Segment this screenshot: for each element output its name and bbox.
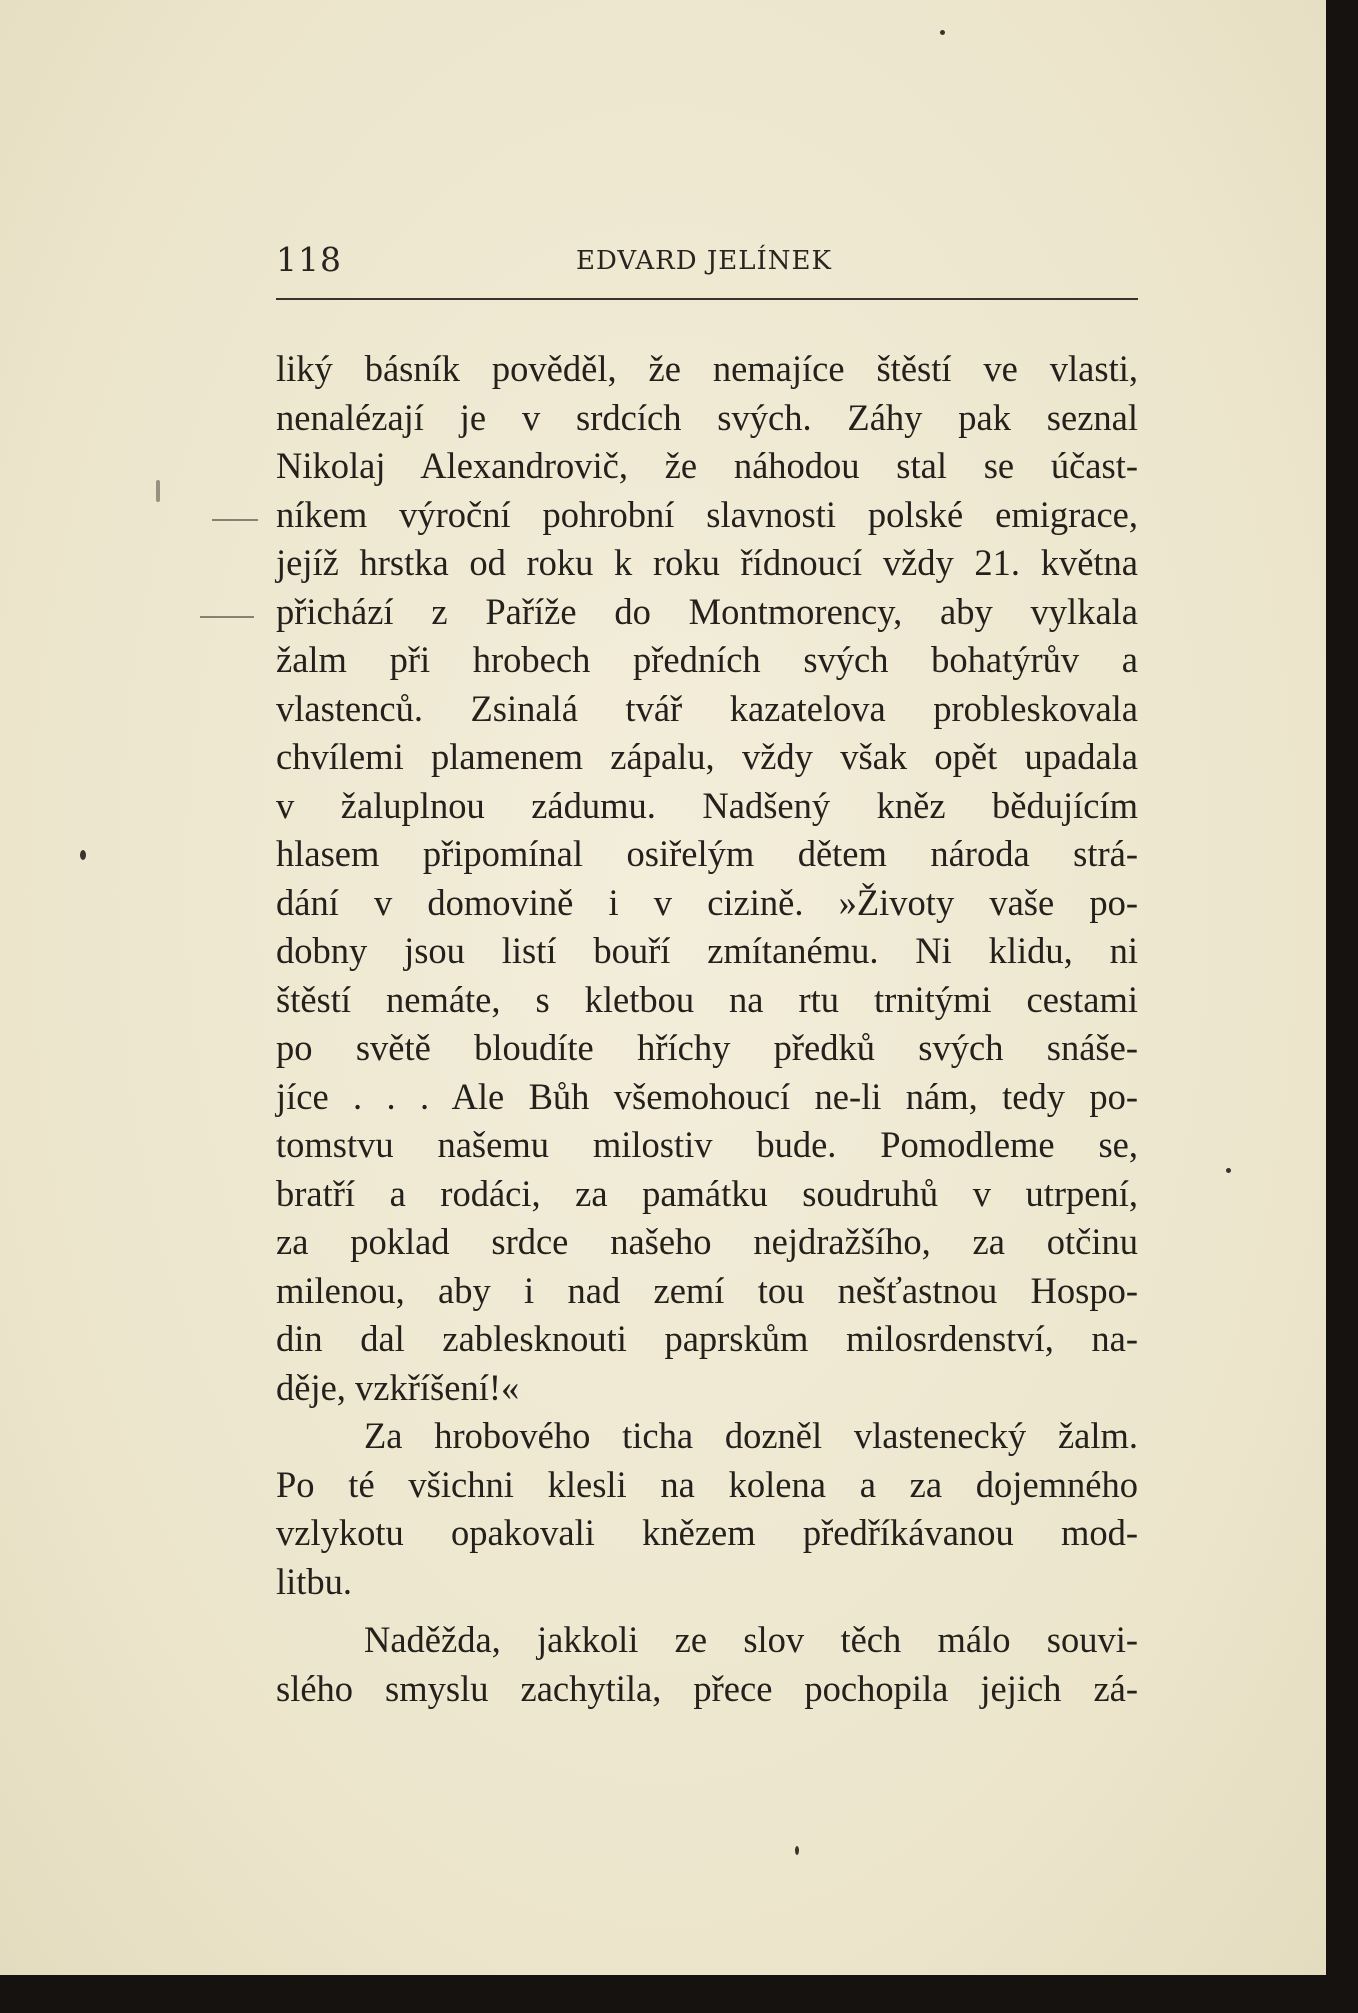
ink-speck <box>940 30 945 35</box>
text-line: Po té všichni klesli na kolena a za dojemného <box>276 1463 1138 1505</box>
text-line: chvílemi plamenem zápalu, vždy však opět upadala <box>276 736 1138 777</box>
text-line: v žaluplnou zádumu. Nadšený kněz bědujícím <box>276 784 1138 826</box>
paragraph-gap <box>276 1606 1138 1616</box>
ink-speck <box>1226 1168 1231 1173</box>
text-line: za poklad srdce našeho nejdražšího, za otčinu <box>276 1221 1138 1262</box>
running-head: EDVARD JELÍNEK <box>576 246 832 276</box>
text-line: Naděžda, jakkoli ze slov těch málo souvi- <box>364 1619 1138 1660</box>
text-line: tomstvu našemu milostiv bude. Pomodleme se, <box>276 1124 1138 1165</box>
text-line: liký básník pověděl, že nemajíce štěstí ve vlasti, <box>276 348 1138 389</box>
text-line: po světě bloudíte hříchy předků svých snáše- <box>276 1027 1138 1068</box>
text-line: jíce . . . Ale Bůh všemohoucí ne-li nám, tedy po- <box>276 1075 1138 1117</box>
text-line: bratří a rodáci, za památku soudruhů v utrpení, <box>276 1172 1138 1214</box>
text-line: vzlykotu opakovali knězem předříkávanou mod- <box>276 1512 1138 1553</box>
text-line: přichází z Paříže do Montmorency, aby vylkala <box>276 590 1138 632</box>
text-line: dání v domovině i v cizině. »Životy vaše po- <box>276 881 1138 923</box>
ink-speck <box>156 480 160 502</box>
paragraph-3 <box>276 1616 1138 1713</box>
text-line: milenou, aby i nad zemí tou nešťastnou Hospo- <box>276 1269 1138 1311</box>
text-line: děje, vzkříšení!« <box>276 1366 520 1408</box>
text-line: din dal zablesknouti paprskům milosrdenství, na- <box>276 1318 1138 1359</box>
paragraph-1 <box>276 345 1138 1412</box>
margin-mark <box>212 519 258 521</box>
text-line: dobny jsou listí bouří zmítanému. Ni klidu, ni <box>276 930 1138 971</box>
body-text <box>276 345 1138 1713</box>
text-line: litbu. <box>276 1560 353 1602</box>
text-line: žalm při hrobech předních svých bohatýrův a <box>276 639 1138 680</box>
margin-mark <box>200 616 254 618</box>
paragraph-2 <box>276 1412 1138 1606</box>
text-line: Za hrobového ticha dozněl vlastenecký žalm. <box>364 1415 1138 1456</box>
text-line: slého smyslu zachytila, přece pochopila jejich zá- <box>276 1667 1138 1709</box>
ink-speck <box>80 850 86 860</box>
text-line: vlastenců. Zsinalá tvář kazatelova probleskovala <box>276 687 1138 729</box>
text-line: níkem výroční pohrobní slavnosti polské emigrace, <box>276 493 1138 535</box>
header-rule <box>276 298 1138 300</box>
text-line: nenalézají je v srdcích svých. Záhy pak seznal <box>276 396 1138 438</box>
text-line: hlasem připomínal osiřelým dětem národa strá- <box>276 833 1138 874</box>
page-number: 118 <box>276 240 342 279</box>
text-line: jejíž hrstka od roku k roku řídnoucí vždy 21. května <box>276 542 1138 583</box>
page-header <box>276 240 1138 280</box>
ink-speck <box>795 1846 799 1855</box>
text-line: štěstí nemáte, s kletbou na rtu trnitými cestami <box>276 978 1138 1020</box>
text-line: Nikolaj Alexandrovič, že náhodou stal se účast- <box>276 445 1138 486</box>
